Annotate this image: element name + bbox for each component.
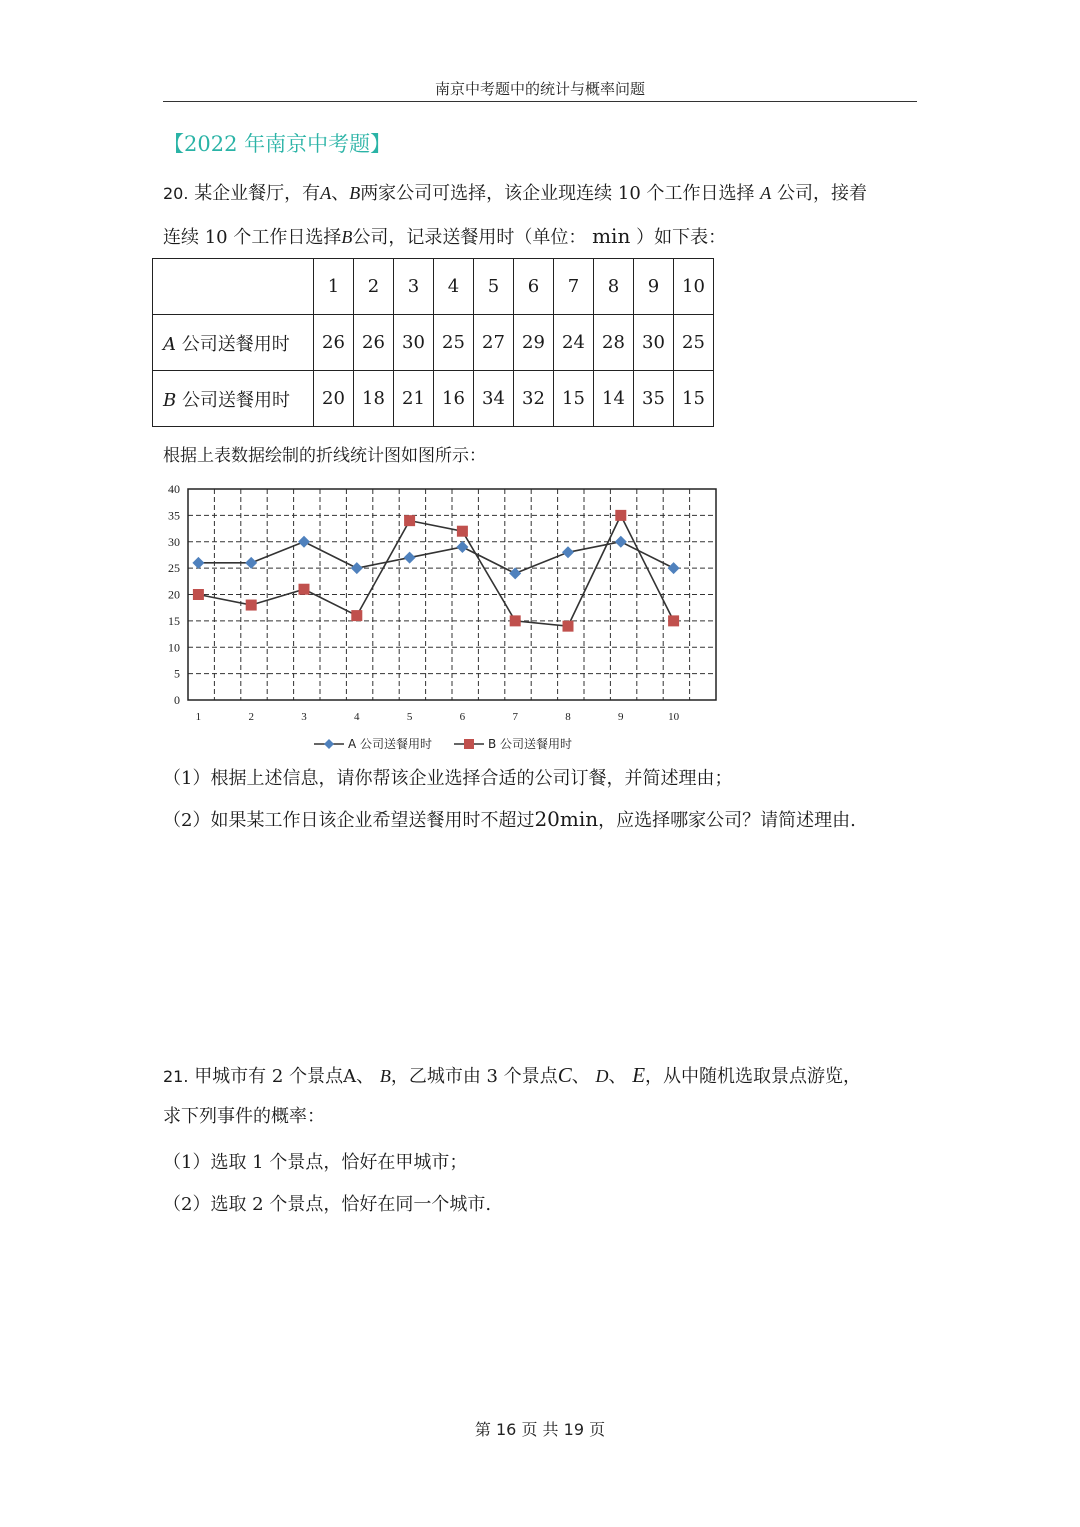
q20-sub1: （1）根据上述信息，请你帮该企业选择合适的公司订餐，并简述理由；	[163, 768, 733, 789]
table-day-cell: 2	[354, 259, 394, 315]
table-cell: 15	[554, 371, 594, 427]
footer-mid: 页 共	[521, 1420, 559, 1439]
table-cell: 27	[474, 315, 514, 371]
table-cell: 34	[474, 371, 514, 427]
q20-text-c: 公司，接着	[777, 183, 868, 204]
q20-text-b: 两家公司可选择，该企业现连续 10 个工作日选择	[360, 183, 755, 204]
x-tick-label: 4	[354, 711, 360, 723]
series-b-point	[193, 589, 204, 600]
q21-letter-e: E	[632, 1063, 646, 1087]
table-cell: 25	[434, 315, 474, 371]
table-cell: 30	[394, 315, 434, 371]
x-tick-label: 7	[512, 711, 518, 723]
y-tick-label: 30	[168, 534, 180, 549]
series-b-point	[299, 584, 310, 595]
series-a-point	[298, 536, 310, 548]
x-tick-label: 1	[195, 711, 202, 723]
y-tick-label: 35	[168, 508, 180, 523]
table-cell: 16	[434, 371, 474, 427]
series-b-point	[668, 615, 679, 626]
series-a-point	[509, 567, 521, 579]
q20-sub2-unit: min	[559, 807, 599, 831]
y-tick-label: 10	[168, 640, 180, 655]
table-day-cell: 8	[594, 259, 634, 315]
table-day-cell: 5	[474, 259, 514, 315]
table-day-cell: 4	[434, 259, 474, 315]
table-day-cell: 6	[514, 259, 554, 315]
series-a-point	[456, 541, 468, 553]
series-line-a	[198, 542, 673, 574]
q21-sep: 、	[608, 1066, 627, 1087]
q20-line1	[163, 172, 923, 215]
table-row-label	[153, 315, 314, 371]
footer-page-number: 16	[496, 1420, 517, 1439]
q20-line2-b: 公司，记录送餐用时（单位：	[352, 227, 587, 248]
table-cell: 20	[314, 371, 354, 427]
series-line-b	[198, 515, 673, 626]
series-b-point	[615, 510, 626, 521]
q20-sub2	[163, 806, 856, 832]
row-label-text: 公司送餐用时	[181, 333, 290, 355]
q21-line2: 求下列事件的概率：	[163, 1106, 325, 1127]
row-label-text: 公司送餐用时	[181, 389, 290, 411]
q21-sub1: （1）选取 1 个景点，恰好在甲城市；	[163, 1152, 468, 1173]
footer-pre: 第	[474, 1420, 491, 1439]
table-row-a	[153, 315, 714, 371]
series-a-point	[245, 557, 257, 569]
legend-label: A 公司送餐用时	[348, 737, 433, 750]
series-a-point	[192, 557, 204, 569]
table-cell: 29	[514, 315, 554, 371]
series-a-point	[562, 546, 574, 558]
table-day-cell: 3	[394, 259, 434, 315]
table-day-cell: 7	[554, 259, 594, 315]
table-cell: 14	[594, 371, 634, 427]
q21-number: 21.	[163, 1067, 189, 1086]
q21-line1	[163, 1054, 923, 1098]
row-letter-b: B	[163, 389, 177, 411]
page-header-title: 南京中考题中的统计与概率问题	[434, 80, 645, 98]
table-header-row	[153, 259, 714, 315]
q20-unit: min	[592, 224, 631, 248]
table-cell: 32	[514, 371, 554, 427]
q20-line2-c: ）如下表：	[636, 227, 727, 248]
q21-letter-c: C	[557, 1063, 572, 1087]
q21-letter-d: D	[595, 1066, 609, 1086]
table-cell: 35	[634, 371, 674, 427]
q21-text-a: 甲城市有 2 个景点	[194, 1066, 344, 1087]
table-day-cell: 9	[634, 259, 674, 315]
q20-text-a: 某企业餐厅，有	[194, 183, 321, 204]
table-cell: 26	[314, 315, 354, 371]
y-tick-label: 25	[168, 561, 180, 576]
q20-letter-a-2: A	[760, 183, 772, 203]
table-row-b	[153, 371, 714, 427]
legend-marker-a	[324, 739, 334, 749]
page-footer	[0, 1417, 1080, 1440]
x-tick-label: 5	[406, 711, 413, 723]
footer-total-pages: 19	[563, 1420, 584, 1439]
x-tick-label: 3	[301, 711, 307, 723]
series-b-point	[351, 610, 362, 621]
y-tick-label: 0	[174, 693, 180, 707]
q20-number: 20.	[163, 184, 189, 203]
table-cell: 26	[354, 315, 394, 371]
q21-text-b: ，乙城市由 3 个景点	[390, 1066, 558, 1087]
q20-sub2-value: 20	[534, 807, 560, 831]
q20-line2-a: 连续 10 个工作日选择	[163, 227, 342, 248]
y-tick-label: 15	[168, 613, 180, 628]
x-tick-label: 6	[459, 711, 466, 723]
row-letter-a: A	[163, 333, 176, 355]
series-a-point	[351, 562, 363, 574]
delivery-line-chart	[152, 480, 732, 750]
series-b-point	[457, 526, 468, 537]
q21-sep: 、	[571, 1066, 590, 1087]
series-b-point	[563, 621, 574, 632]
x-tick-label: 10	[668, 711, 680, 723]
q21-text-c: ，从中随机选取景点游览，	[645, 1066, 862, 1087]
q21-sub2: （2）选取 2 个景点，恰好在同一个城市.	[163, 1194, 492, 1215]
y-tick-label: 5	[174, 666, 180, 681]
series-b-point	[246, 600, 257, 611]
series-b-point	[510, 615, 521, 626]
legend-marker-b	[464, 739, 474, 749]
q20-line2	[163, 215, 923, 259]
q20-letter-b: B	[349, 183, 361, 203]
table-cell: 30	[634, 315, 674, 371]
table-day-cell: 1	[314, 259, 354, 315]
legend-label: B 公司送餐用时	[488, 737, 573, 750]
table-corner-cell	[153, 259, 314, 315]
table-row-label	[153, 371, 314, 427]
q20-sep: 、	[331, 183, 350, 204]
x-tick-label: 9	[618, 711, 624, 723]
q21-letter-a: A	[343, 1066, 357, 1087]
table-cell: 24	[554, 315, 594, 371]
table-cell: 21	[394, 371, 434, 427]
x-tick-label: 8	[565, 711, 571, 723]
table-cell: 28	[594, 315, 634, 371]
q21-sep: 、	[356, 1066, 375, 1087]
q21-letter-b: B	[379, 1066, 391, 1086]
table-cell: 18	[354, 371, 394, 427]
series-b-point	[404, 515, 415, 526]
q20-letter-a: A	[320, 183, 332, 203]
q20-sub2-a: （2）如果某工作日该企业希望送餐用时不超过	[163, 810, 535, 831]
y-tick-label: 20	[168, 587, 180, 602]
y-tick-label: 40	[168, 482, 180, 496]
q20-letter-b-2: B	[341, 227, 353, 247]
section-title: 【2022 年南京中考题】	[163, 132, 392, 156]
x-tick-label: 2	[248, 711, 254, 723]
table-cell: 15	[674, 371, 714, 427]
q20-sub2-b: ，应选择哪家公司？请简述理由.	[598, 810, 856, 831]
series-a-point	[668, 562, 680, 574]
series-a-point	[615, 536, 627, 548]
header-rule	[163, 101, 917, 102]
chart-caption: 根据上表数据绘制的折线统计图如图所示：	[163, 446, 486, 466]
table-cell: 25	[674, 315, 714, 371]
table-day-cell: 10	[674, 259, 714, 315]
series-a-point	[404, 552, 416, 564]
footer-post: 页	[589, 1420, 606, 1439]
delivery-time-table	[152, 258, 714, 427]
